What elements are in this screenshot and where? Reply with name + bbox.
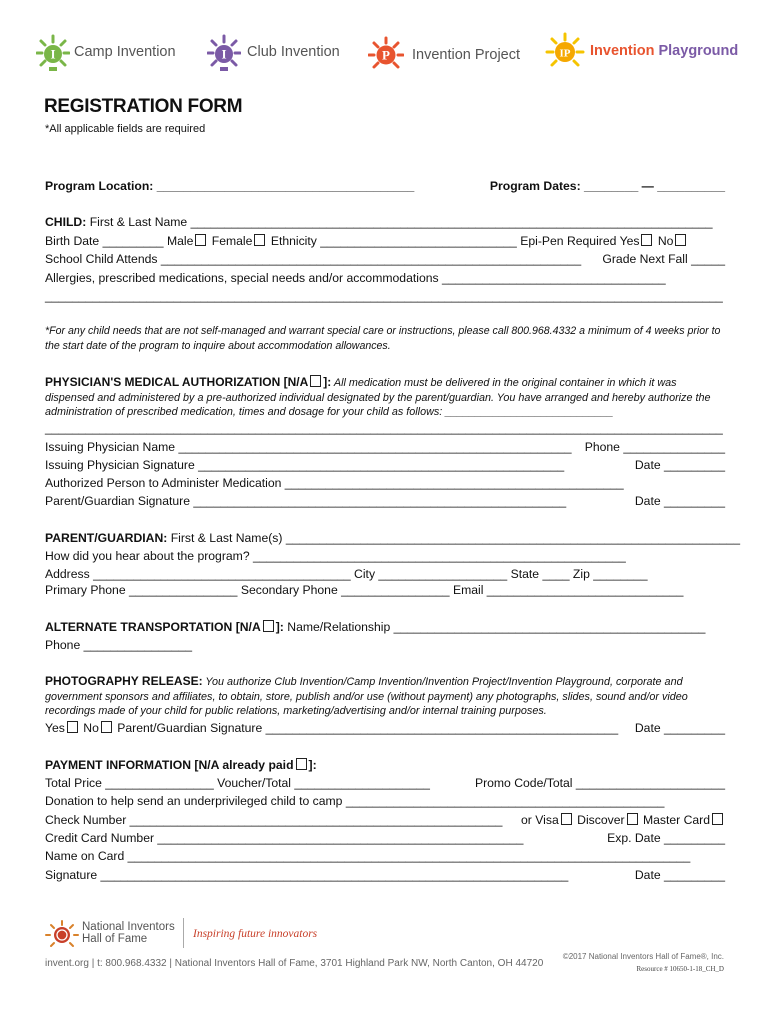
form-title: REGISTRATION FORM (44, 96, 243, 117)
address-field[interactable]: Address ______________________________________ City ___________________ State ____ Zip ________ (45, 567, 648, 581)
payment-signature-field[interactable]: Signature _____________________________________________________________________ (45, 868, 569, 882)
card-number-row (45, 831, 725, 846)
physician-signature-row (45, 458, 725, 473)
female-checkbox[interactable] (254, 234, 265, 246)
referral-field[interactable]: How did you hear about the program? _______________________________________________________ (45, 549, 626, 563)
guardian-date-field[interactable]: Date _________ (634, 494, 725, 508)
price-row (45, 776, 725, 791)
invention-project-name: Invention Project (412, 47, 521, 63)
guardian-signature-row (45, 494, 725, 509)
payment-paid-checkbox[interactable] (296, 758, 307, 770)
transport-phone-field[interactable]: Phone ________________ (45, 638, 193, 652)
contact-info: invent.org | t: 800.968.4332 | National Inventors Hall of Fame, 3701 Highland Park NW, North Canton, OH 44720 (45, 958, 544, 969)
svg-text:IP: IP (559, 47, 571, 60)
tagline: Inspiring future innovators (193, 928, 318, 940)
photo-yes-checkbox[interactable] (67, 721, 78, 733)
camp-invention-name: Camp Invention (74, 44, 176, 60)
discover-checkbox[interactable] (627, 813, 638, 825)
male-checkbox[interactable] (195, 234, 206, 246)
female-label: Female (211, 234, 253, 248)
grade-field[interactable]: Grade Next Fall _____ (602, 252, 725, 266)
photo-release-text: You authorize Club Invention/Camp Invention/Invention Project/Invention Playground, corporate and government sponsors and affiliates, to obtain, store, publish and/or use (without payment) any photographs, slides, sound and/or video recordings made of your child for public relations, marketing/advertising and/or internal training purposes. (45, 676, 688, 717)
medication-continued-field[interactable]: ____________________________________________________________________________________________________ (45, 421, 723, 435)
required-note: *All applicable fields are required (45, 123, 206, 135)
school-row (45, 252, 725, 267)
discover-label: Discover (577, 813, 625, 827)
parent-name-field[interactable]: First & Last Name(s) ___________________________________________________________________ (170, 531, 740, 545)
payment-signature-row (45, 868, 725, 883)
card-number-field[interactable]: Credit Card Number ______________________________________________________ (45, 831, 524, 845)
physician-authorization-text: All medication must be delivered in the original container in which it was dispensed and administered by a pre-authorized individual designated by the parent/guardian. You have arranged and hereby authorize the administration of prescribed medication, times and dosage for your child as follows: ____________________________ (45, 377, 711, 418)
allergies-continued-field[interactable]: ____________________________________________________________________________________________________ (45, 289, 723, 303)
invention-project-logo[interactable] (368, 36, 521, 79)
club-invention-logo[interactable] (207, 34, 340, 79)
school-field[interactable]: School Child Attends ______________________________________________________________ (45, 252, 582, 266)
check-row (45, 813, 725, 828)
physician-na-checkbox[interactable] (310, 375, 321, 387)
child-birth-row (45, 234, 725, 249)
svg-text:I: I (50, 46, 56, 62)
resource-number: Resource # 10650-1-18_CH_D (636, 965, 724, 973)
nihf-name: National Inventors Hall of Fame (82, 921, 175, 945)
svg-text:I: I (221, 46, 227, 62)
camp-invention-icon (36, 34, 70, 74)
club-invention-name: Club Invention (247, 44, 340, 60)
epipen-yes-checkbox[interactable] (641, 234, 652, 246)
parent-name-row (45, 531, 740, 546)
promo-code-field[interactable]: Promo Code/Total ______________________ (474, 776, 725, 790)
physician-heading: PHYSICIAN'S MEDICAL AUTHORIZATION [N/A ]: (45, 375, 332, 389)
photo-heading: PHOTOGRAPHY RELEASE: (45, 674, 203, 688)
club-invention-icon (207, 34, 241, 74)
physician-name-field[interactable]: Issuing Physician Name __________________________________________________________ (45, 440, 572, 454)
transport-heading: ALTERNATE TRANSPORTATION [N/A ]: (45, 620, 284, 634)
photo-yes-label: Yes (45, 721, 65, 735)
name-on-card-field[interactable]: Name on Card ___________________________________________________________________________________ (45, 849, 691, 863)
allergies-field[interactable]: Allergies, prescribed medications, special needs and/or accommodations _________________________________ (45, 271, 666, 285)
program-dates-field[interactable]: Program Dates: ________ — __________ (489, 179, 725, 193)
physician-signature-field[interactable]: Issuing Physician Signature ______________________________________________________ (45, 458, 565, 472)
footer-divider (183, 918, 184, 948)
visa-label: or Visa (521, 813, 559, 827)
card-type-options (521, 813, 725, 828)
invention-playground-name: Invention Playground (590, 43, 739, 59)
donation-field[interactable]: Donation to help send an underprivileged child to camp _______________________________________________ (45, 794, 665, 808)
program-location-field[interactable]: Program Location: ______________________________________ (45, 179, 415, 193)
mastercard-label: Master Card (642, 813, 710, 827)
child-heading: CHILD: (45, 215, 87, 229)
physician-phone-field[interactable]: Phone _______________ (584, 440, 725, 454)
ethnicity-epipen-field[interactable]: Ethnicity _____________________________ Epi-Pen Required Yes (270, 234, 640, 248)
payment-heading: PAYMENT INFORMATION [N/A already paid ]: (45, 758, 317, 772)
nihf-logo (44, 920, 175, 957)
photo-date-field[interactable]: Date _________ (634, 721, 725, 735)
nihf-icon (44, 920, 80, 952)
child-name-field[interactable]: First & Last Name _____________________________________________________________________________ (89, 215, 713, 229)
photo-no-label: No (83, 721, 99, 735)
child-name-row (45, 215, 725, 230)
invention-playground-icon (545, 32, 585, 72)
physician-name-row (45, 440, 725, 455)
photo-consent-row (45, 721, 725, 736)
guardian-signature-field[interactable]: Parent/Guardian Signature _______________________________________________________ (45, 494, 567, 508)
transport-row (45, 620, 725, 635)
physician-section (45, 375, 725, 420)
physician-date-field[interactable]: Date _________ (634, 458, 725, 472)
exp-date-field[interactable]: Exp. Date _________ (607, 831, 725, 845)
phone-email-field[interactable]: Primary Phone ________________ Secondary Phone ________________ Email _____________________________ (45, 583, 684, 597)
payment-date-field[interactable]: Date _________ (634, 868, 725, 882)
epipen-no-checkbox[interactable] (675, 234, 686, 246)
total-price-field[interactable]: Total Price ________________ Voucher/Total ____________________ (45, 776, 430, 790)
epipen-no-label: No (657, 234, 674, 248)
invention-playground-logo[interactable] (545, 32, 739, 77)
visa-checkbox[interactable] (561, 813, 572, 825)
mastercard-checkbox[interactable] (712, 813, 723, 825)
check-number-field[interactable]: Check Number _______________________________________________________ (45, 813, 503, 827)
photo-signature-field[interactable]: Parent/Guardian Signature ____________________________________________________ (117, 721, 619, 735)
birth-date-field[interactable]: Birth Date _________ Male (45, 234, 194, 248)
child-needs-note: *For any child needs that are not self-managed and warrant special care or instructions, please call 800.968.4332 a minimum of 4 weeks prior to the start date of the program to inquire about accommodation allowances. (45, 325, 721, 352)
transport-name-field[interactable]: Name/Relationship ______________________________________________ (287, 620, 706, 634)
photo-no-checkbox[interactable] (101, 721, 112, 733)
program-row (45, 179, 725, 194)
camp-invention-logo[interactable] (36, 34, 176, 79)
authorized-person-field[interactable]: Authorized Person to Administer Medication __________________________________________________ (45, 476, 624, 490)
photo-section (45, 674, 725, 719)
svg-text:P: P (382, 47, 390, 63)
copyright: ©2017 National Inventors Hall of Fame®, Inc. (562, 952, 724, 961)
parent-heading: PARENT/GUARDIAN: (45, 531, 168, 545)
transport-na-checkbox[interactable] (263, 620, 274, 632)
invention-project-icon (368, 36, 404, 74)
